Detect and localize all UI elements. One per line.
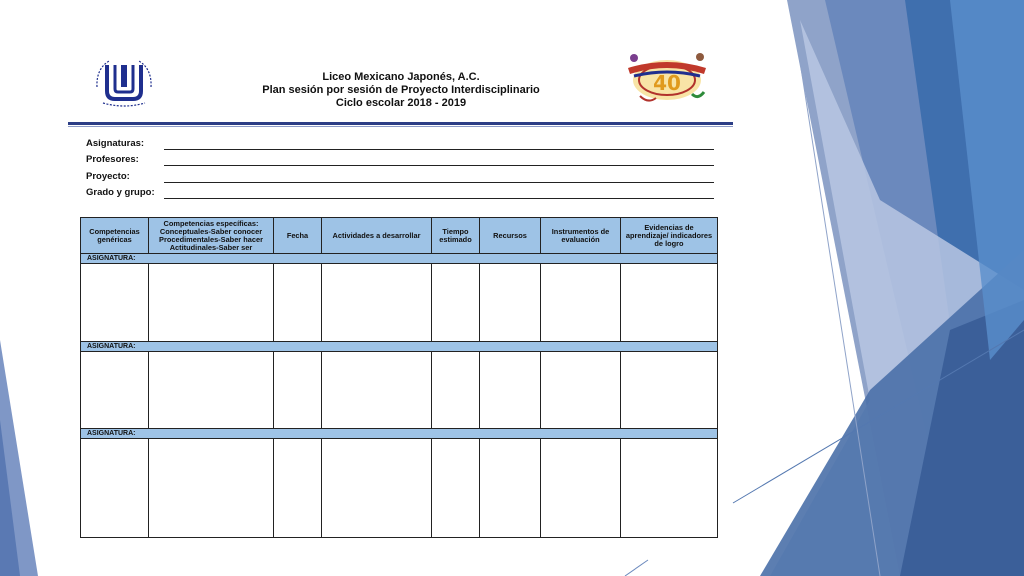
plan-title: Plan sesión por sesión de Proyecto Interdisciplinario	[262, 84, 540, 96]
table-cell[interactable]	[432, 439, 480, 538]
table-cell[interactable]	[322, 352, 432, 429]
column-header: Competencias genéricas	[81, 218, 149, 254]
column-header: Tiempo estimado	[432, 218, 480, 254]
header-divider-thin	[68, 126, 733, 127]
fill-in-line	[164, 198, 714, 199]
fill-in-line	[164, 165, 714, 166]
column-header: Recursos	[480, 218, 541, 254]
document-title-block	[255, 71, 547, 110]
column-header: Fecha	[274, 218, 322, 254]
project-field	[86, 170, 714, 186]
anniversary-logo	[620, 48, 714, 110]
table-cell[interactable]	[149, 352, 274, 429]
section-label: ASIGNATURA:	[81, 342, 718, 352]
subject-section-row	[81, 429, 718, 439]
table-cell[interactable]	[322, 264, 432, 342]
table-cell[interactable]	[149, 264, 274, 342]
section-label: ASIGNATURA:	[81, 429, 718, 439]
table-cell[interactable]	[541, 439, 621, 538]
grade-group-label: Grado y grupo:	[86, 187, 155, 198]
lmj-emblem-icon	[97, 61, 151, 106]
teachers-label: Profesores:	[86, 154, 139, 165]
table-row	[81, 352, 718, 429]
table-cell[interactable]	[274, 439, 322, 538]
column-header: Evidencias de aprendizaje/ indicadores de logro	[621, 218, 718, 254]
table-cell[interactable]	[480, 352, 541, 429]
grade-group-field	[86, 186, 714, 202]
fill-in-line	[164, 149, 714, 150]
teachers-field	[86, 153, 714, 169]
school-name: Liceo Mexicano Japonés, A.C.	[322, 71, 480, 83]
table-cell[interactable]	[274, 352, 322, 429]
table-cell[interactable]	[432, 352, 480, 429]
table-cell[interactable]	[322, 439, 432, 538]
table-header-row	[81, 218, 718, 254]
table-cell[interactable]	[432, 264, 480, 342]
table-cell[interactable]	[621, 264, 718, 342]
session-plan-table	[80, 217, 718, 538]
table-row	[81, 439, 718, 538]
fill-in-line	[164, 182, 714, 183]
table-row	[81, 264, 718, 342]
column-header: Competencias específicas: Conceptuales-Saber conocer Procedimentales-Saber hacer Actitudinales-Saber ser	[149, 218, 274, 254]
subjects-field	[86, 137, 714, 153]
table-cell[interactable]	[480, 439, 541, 538]
table-cell[interactable]	[81, 439, 149, 538]
subjects-label: Asignaturas:	[86, 138, 145, 149]
table-cell[interactable]	[81, 352, 149, 429]
table-cell[interactable]	[621, 439, 718, 538]
subject-section-row	[81, 254, 718, 264]
table-cell[interactable]	[274, 264, 322, 342]
table-cell[interactable]	[621, 352, 718, 429]
column-header: Instrumentos de evaluación	[541, 218, 621, 254]
table-cell[interactable]	[480, 264, 541, 342]
school-year: Ciclo escolar 2018 - 2019	[335, 97, 467, 109]
project-label: Proyecto:	[86, 171, 130, 182]
column-header: Actividades a desarrollar	[322, 218, 432, 254]
section-label: ASIGNATURA:	[81, 254, 718, 264]
table-cell[interactable]	[541, 264, 621, 342]
header-divider	[68, 122, 733, 125]
anniversary-40-emblem-icon	[628, 53, 706, 101]
table-cell[interactable]	[81, 264, 149, 342]
subject-section-row	[81, 342, 718, 352]
school-logo	[93, 57, 155, 107]
svg-text:40: 40	[653, 71, 681, 95]
table-cell[interactable]	[149, 439, 274, 538]
table-cell[interactable]	[541, 352, 621, 429]
